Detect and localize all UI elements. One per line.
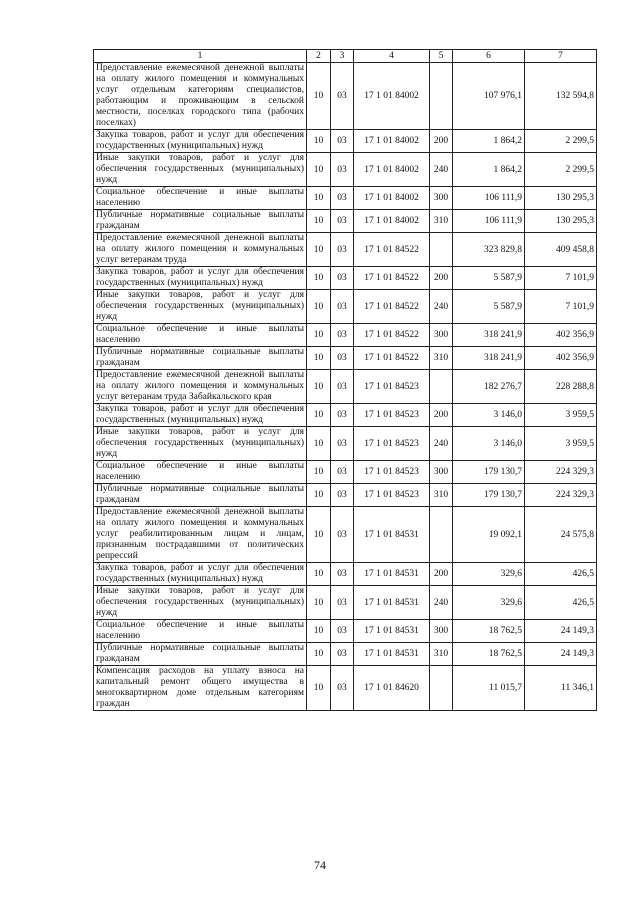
table-row bbox=[94, 427, 597, 461]
cell-amount-1: 318 241,9 bbox=[453, 347, 525, 370]
cell-subsection: 03 bbox=[331, 404, 354, 427]
cell-amount-1: 18 762,5 bbox=[453, 620, 525, 643]
cell-target-code: 17 1 01 84531 bbox=[354, 620, 430, 643]
header-row bbox=[94, 50, 597, 63]
cell-amount-1: 1 864,2 bbox=[453, 153, 525, 187]
cell-amount-2: 402 356,9 bbox=[525, 347, 597, 370]
cell-expense-type bbox=[430, 666, 453, 711]
table-row bbox=[94, 153, 597, 187]
cell-description: Предоставление ежемесячной денежной выплаты на оплату жилого помещения и коммунальных услуг отдельным категориям специалистов, работающим и проживающим в сельской местности, поселках городского типа (рабочих поселках) bbox=[94, 63, 307, 130]
cell-subsection: 03 bbox=[331, 63, 354, 130]
table-row bbox=[94, 324, 597, 347]
cell-expense-type: 300 bbox=[430, 324, 453, 347]
cell-amount-2: 224 329,3 bbox=[525, 461, 597, 484]
cell-subsection: 03 bbox=[331, 347, 354, 370]
cell-subsection: 03 bbox=[331, 290, 354, 324]
table-row bbox=[94, 563, 597, 586]
cell-section: 10 bbox=[307, 267, 331, 290]
cell-expense-type: 200 bbox=[430, 404, 453, 427]
cell-target-code: 17 1 01 84523 bbox=[354, 484, 430, 507]
cell-amount-1: 318 241,9 bbox=[453, 324, 525, 347]
cell-target-code: 17 1 01 84522 bbox=[354, 267, 430, 290]
cell-expense-type: 240 bbox=[430, 586, 453, 620]
cell-amount-2: 24 575,8 bbox=[525, 507, 597, 563]
cell-subsection: 03 bbox=[331, 586, 354, 620]
cell-description: Закупка товаров, работ и услуг для обеспечения государственных (муниципальных) нужд bbox=[94, 267, 307, 290]
cell-description: Закупка товаров, работ и услуг для обеспечения государственных (муниципальных) нужд bbox=[94, 404, 307, 427]
cell-expense-type: 240 bbox=[430, 153, 453, 187]
table-row bbox=[94, 370, 597, 404]
cell-description: Предоставление ежемесячной денежной выплаты на оплату жилого помещения и коммунальных услуг ветеранам труда Забайкальского края bbox=[94, 370, 307, 404]
cell-expense-type: 200 bbox=[430, 130, 453, 153]
cell-expense-type: 240 bbox=[430, 427, 453, 461]
table-row bbox=[94, 187, 597, 210]
cell-expense-type: 200 bbox=[430, 267, 453, 290]
cell-amount-1: 179 130,7 bbox=[453, 484, 525, 507]
cell-subsection: 03 bbox=[331, 507, 354, 563]
cell-description: Иные закупки товаров, работ и услуг для обеспечения государственных (муниципальных) нужд bbox=[94, 427, 307, 461]
cell-target-code: 17 1 01 84522 bbox=[354, 324, 430, 347]
cell-amount-2: 224 329,3 bbox=[525, 484, 597, 507]
cell-subsection: 03 bbox=[331, 267, 354, 290]
table-row bbox=[94, 347, 597, 370]
cell-amount-1: 179 130,7 bbox=[453, 461, 525, 484]
cell-amount-2: 132 594,8 bbox=[525, 63, 597, 130]
cell-subsection: 03 bbox=[331, 461, 354, 484]
cell-amount-2: 130 295,3 bbox=[525, 187, 597, 210]
cell-expense-type: 310 bbox=[430, 643, 453, 666]
cell-target-code: 17 1 01 84522 bbox=[354, 347, 430, 370]
cell-section: 10 bbox=[307, 347, 331, 370]
cell-description: Закупка товаров, работ и услуг для обеспечения государственных (муниципальных) нужд bbox=[94, 130, 307, 153]
header-col-3: 3 bbox=[331, 50, 354, 63]
cell-subsection: 03 bbox=[331, 370, 354, 404]
cell-description: Публичные нормативные социальные выплаты гражданам bbox=[94, 484, 307, 507]
cell-amount-2: 426,5 bbox=[525, 563, 597, 586]
cell-target-code: 17 1 01 84522 bbox=[354, 233, 430, 267]
cell-description: Предоставление ежемесячной денежной выплаты на оплату жилого помещения и коммунальных услуг ветеранам труда bbox=[94, 233, 307, 267]
cell-amount-1: 5 587,9 bbox=[453, 267, 525, 290]
cell-amount-2: 7 101,9 bbox=[525, 267, 597, 290]
header-col-1: 1 bbox=[94, 50, 307, 63]
cell-section: 10 bbox=[307, 427, 331, 461]
cell-section: 10 bbox=[307, 666, 331, 711]
table-row bbox=[94, 290, 597, 324]
cell-description: Публичные нормативные социальные выплаты гражданам bbox=[94, 643, 307, 666]
cell-section: 10 bbox=[307, 210, 331, 233]
cell-expense-type: 300 bbox=[430, 461, 453, 484]
cell-amount-2: 402 356,9 bbox=[525, 324, 597, 347]
header-col-5: 5 bbox=[430, 50, 453, 63]
cell-amount-2: 7 101,9 bbox=[525, 290, 597, 324]
cell-amount-2: 24 149,3 bbox=[525, 643, 597, 666]
cell-amount-1: 3 146,0 bbox=[453, 404, 525, 427]
cell-amount-1: 329,6 bbox=[453, 586, 525, 620]
cell-amount-2: 11 346,1 bbox=[525, 666, 597, 711]
cell-amount-2: 2 299,5 bbox=[525, 153, 597, 187]
header-col-6: 6 bbox=[453, 50, 525, 63]
cell-expense-type bbox=[430, 63, 453, 130]
cell-subsection: 03 bbox=[331, 666, 354, 711]
cell-section: 10 bbox=[307, 233, 331, 267]
budget-table bbox=[93, 49, 597, 711]
cell-expense-type bbox=[430, 370, 453, 404]
cell-subsection: 03 bbox=[331, 563, 354, 586]
cell-description: Предоставление ежемесячной денежной выплаты на оплату жилого помещения и коммунальных услуг реабилитированным лицам и лицам, признанным пострадавшими от политических репрессий bbox=[94, 507, 307, 563]
cell-amount-1: 107 976,1 bbox=[453, 63, 525, 130]
cell-section: 10 bbox=[307, 290, 331, 324]
table-row bbox=[94, 210, 597, 233]
cell-amount-1: 323 829,8 bbox=[453, 233, 525, 267]
cell-target-code: 17 1 01 84531 bbox=[354, 643, 430, 666]
cell-amount-2: 426,5 bbox=[525, 586, 597, 620]
cell-section: 10 bbox=[307, 153, 331, 187]
table-row bbox=[94, 404, 597, 427]
cell-section: 10 bbox=[307, 404, 331, 427]
cell-target-code: 17 1 01 84531 bbox=[354, 507, 430, 563]
cell-section: 10 bbox=[307, 187, 331, 210]
cell-description: Публичные нормативные социальные выплаты гражданам bbox=[94, 347, 307, 370]
cell-target-code: 17 1 01 84523 bbox=[354, 461, 430, 484]
cell-target-code: 17 1 01 84522 bbox=[354, 290, 430, 324]
cell-section: 10 bbox=[307, 130, 331, 153]
table-row bbox=[94, 130, 597, 153]
table-row bbox=[94, 643, 597, 666]
cell-section: 10 bbox=[307, 586, 331, 620]
cell-section: 10 bbox=[307, 643, 331, 666]
cell-amount-2: 130 295,3 bbox=[525, 210, 597, 233]
cell-target-code: 17 1 01 84531 bbox=[354, 586, 430, 620]
cell-description: Социальное обеспечение и иные выплаты населению bbox=[94, 187, 307, 210]
table-row bbox=[94, 233, 597, 267]
header-col-4: 4 bbox=[354, 50, 430, 63]
cell-amount-1: 182 276,7 bbox=[453, 370, 525, 404]
cell-description: Компенсация расходов на уплату взноса на капитальный ремонт общего имущества в многоквартирном доме отдельным категориям граждан bbox=[94, 666, 307, 711]
cell-amount-1: 19 092,1 bbox=[453, 507, 525, 563]
cell-subsection: 03 bbox=[331, 153, 354, 187]
cell-expense-type: 310 bbox=[430, 347, 453, 370]
cell-amount-2: 409 458,8 bbox=[525, 233, 597, 267]
cell-description: Иные закупки товаров, работ и услуг для обеспечения государственных (муниципальных) нужд bbox=[94, 153, 307, 187]
cell-expense-type: 300 bbox=[430, 187, 453, 210]
cell-amount-1: 106 111,9 bbox=[453, 210, 525, 233]
cell-amount-1: 3 146,0 bbox=[453, 427, 525, 461]
cell-subsection: 03 bbox=[331, 210, 354, 233]
cell-expense-type bbox=[430, 233, 453, 267]
cell-subsection: 03 bbox=[331, 427, 354, 461]
cell-target-code: 17 1 01 84002 bbox=[354, 210, 430, 233]
cell-description: Иные закупки товаров, работ и услуг для обеспечения государственных (муниципальных) нужд bbox=[94, 290, 307, 324]
table-row bbox=[94, 461, 597, 484]
cell-amount-1: 106 111,9 bbox=[453, 187, 525, 210]
cell-subsection: 03 bbox=[331, 620, 354, 643]
cell-description: Закупка товаров, работ и услуг для обеспечения государственных (муниципальных) нужд bbox=[94, 563, 307, 586]
table-row bbox=[94, 620, 597, 643]
cell-target-code: 17 1 01 84002 bbox=[354, 130, 430, 153]
cell-expense-type: 200 bbox=[430, 563, 453, 586]
table-row bbox=[94, 267, 597, 290]
cell-section: 10 bbox=[307, 563, 331, 586]
header-col-2: 2 bbox=[307, 50, 331, 63]
cell-subsection: 03 bbox=[331, 484, 354, 507]
table-row bbox=[94, 666, 597, 711]
table-row bbox=[94, 63, 597, 130]
cell-section: 10 bbox=[307, 324, 331, 347]
cell-expense-type: 310 bbox=[430, 210, 453, 233]
cell-subsection: 03 bbox=[331, 233, 354, 267]
cell-amount-2: 3 959,5 bbox=[525, 427, 597, 461]
cell-description: Социальное обеспечение и иные выплаты населению bbox=[94, 620, 307, 643]
cell-amount-2: 228 288,8 bbox=[525, 370, 597, 404]
cell-section: 10 bbox=[307, 461, 331, 484]
cell-description: Иные закупки товаров, работ и услуг для обеспечения государственных (муниципальных) нужд bbox=[94, 586, 307, 620]
cell-subsection: 03 bbox=[331, 130, 354, 153]
cell-section: 10 bbox=[307, 620, 331, 643]
header-col-7: 7 bbox=[525, 50, 597, 63]
cell-target-code: 17 1 01 84523 bbox=[354, 404, 430, 427]
cell-target-code: 17 1 01 84002 bbox=[354, 153, 430, 187]
cell-target-code: 17 1 01 84523 bbox=[354, 427, 430, 461]
cell-section: 10 bbox=[307, 63, 331, 130]
cell-target-code: 17 1 01 84523 bbox=[354, 370, 430, 404]
page-number: 74 bbox=[314, 858, 326, 872]
cell-expense-type: 300 bbox=[430, 620, 453, 643]
cell-section: 10 bbox=[307, 484, 331, 507]
cell-target-code: 17 1 01 84620 bbox=[354, 666, 430, 711]
table-body bbox=[94, 63, 597, 711]
cell-subsection: 03 bbox=[331, 643, 354, 666]
cell-section: 10 bbox=[307, 507, 331, 563]
cell-amount-1: 329,6 bbox=[453, 563, 525, 586]
cell-expense-type: 310 bbox=[430, 484, 453, 507]
cell-expense-type bbox=[430, 507, 453, 563]
cell-description: Социальное обеспечение и иные выплаты населению bbox=[94, 461, 307, 484]
cell-description: Социальное обеспечение и иные выплаты населению bbox=[94, 324, 307, 347]
cell-target-code: 17 1 01 84531 bbox=[354, 563, 430, 586]
cell-amount-1: 5 587,9 bbox=[453, 290, 525, 324]
cell-amount-1: 1 864,2 bbox=[453, 130, 525, 153]
cell-subsection: 03 bbox=[331, 324, 354, 347]
cell-amount-1: 11 015,7 bbox=[453, 666, 525, 711]
table-row bbox=[94, 586, 597, 620]
table-row bbox=[94, 507, 597, 563]
cell-section: 10 bbox=[307, 370, 331, 404]
cell-expense-type: 240 bbox=[430, 290, 453, 324]
cell-description: Публичные нормативные социальные выплаты гражданам bbox=[94, 210, 307, 233]
table-row bbox=[94, 484, 597, 507]
cell-target-code: 17 1 01 84002 bbox=[354, 187, 430, 210]
cell-amount-1: 18 762,5 bbox=[453, 643, 525, 666]
cell-amount-2: 2 299,5 bbox=[525, 130, 597, 153]
cell-amount-2: 3 959,5 bbox=[525, 404, 597, 427]
cell-target-code: 17 1 01 84002 bbox=[354, 63, 430, 130]
cell-subsection: 03 bbox=[331, 187, 354, 210]
cell-amount-2: 24 149,3 bbox=[525, 620, 597, 643]
